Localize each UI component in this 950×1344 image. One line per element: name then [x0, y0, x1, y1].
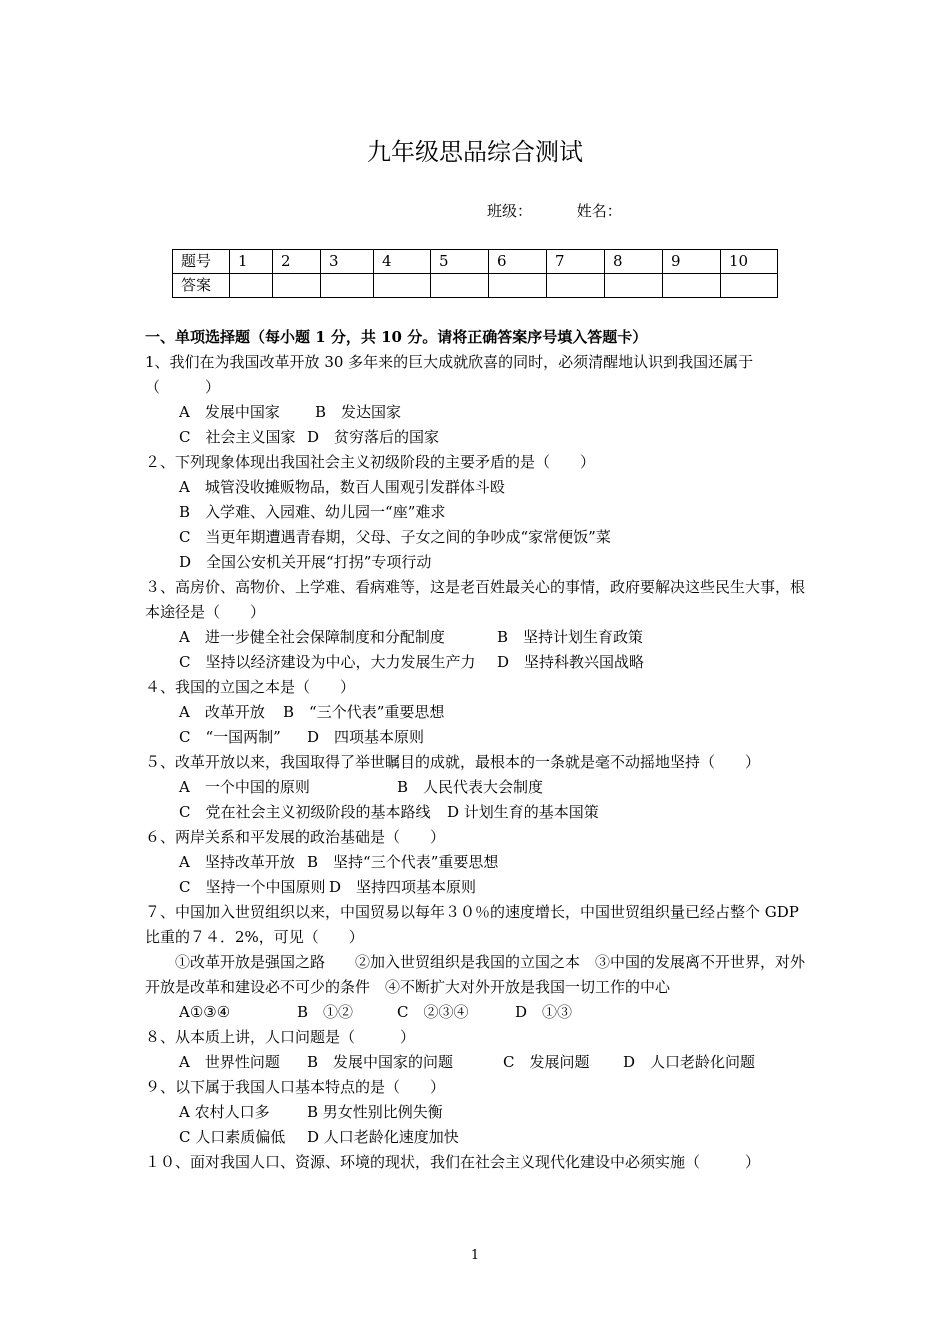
option-a: A 世界性问题 [179, 1053, 280, 1071]
option-d: D 计划生育的基本国策 [447, 803, 599, 821]
options-row [145, 425, 811, 450]
answer-cell[interactable] [547, 274, 605, 298]
row-label-number: 题号 [173, 250, 230, 274]
option-d: D 坚持四项基本原则 [329, 878, 477, 896]
answer-cell[interactable] [374, 274, 431, 298]
options-row [145, 400, 811, 425]
answer-cell[interactable] [663, 274, 721, 298]
section-heading: 一、单项选择题（每小题 1 分，共 10 分。请将正确答案序号填入答题卡） [145, 328, 648, 346]
options-row [145, 650, 811, 675]
option-b: B 发达国家 [315, 403, 402, 421]
option-c: C ②③④ [397, 1003, 469, 1021]
options-row [145, 850, 811, 875]
student-info [487, 200, 662, 221]
question-stem: ８、从本质上讲，人口问题是（ ） [145, 1028, 416, 1046]
answer-cell[interactable] [605, 274, 663, 298]
option-b: B 男女性别比例失衡 [307, 1103, 443, 1121]
options-row [145, 1125, 811, 1150]
option-b: B 坚持计划生育政策 [497, 628, 644, 646]
options-row [145, 725, 811, 750]
answer-cell[interactable] [273, 274, 321, 298]
question-number: 10 [721, 250, 778, 274]
option-c: C 坚持以经济建设为中心，大力发展生产力 [179, 653, 476, 671]
option-b: B 坚持“三个代表”重要思想 [307, 853, 499, 871]
question-stem: ７、中国加入世贸组织以来，中国贸易以每年３０％的速度增长，中国世贸组织量已经占整个 GDP 比重的７４．2%，可见（ ） [145, 903, 799, 946]
option-b: B 入学难、入园难、幼儿园一“座”难求 [179, 503, 446, 521]
question-number: 3 [321, 250, 374, 274]
answer-cell[interactable] [489, 274, 547, 298]
option-d: D 人口老龄化速度加快 [307, 1128, 459, 1146]
question-number: 1 [230, 250, 273, 274]
statement-list: ①改革开放是强国之路 ②加入世贸组织是我国的立国之本 ③中国的发展离不开世界，对外开放是改革和建设必不可少的条件 ④不断扩大对外开放是我国一切工作的中心 [145, 953, 806, 996]
option-d: D ①③ [515, 1003, 573, 1021]
option-b: B 发展中国家的问题 [307, 1053, 454, 1071]
option-d: D 人口老龄化问题 [623, 1053, 756, 1071]
question-body [145, 325, 811, 1175]
option-a: A 农村人口多 [179, 1103, 270, 1121]
option-c: C 当更年期遭遇青春期，父母、子女之间的争吵成“家常便饭”菜 [179, 528, 611, 546]
option-b: B “三个代表”重要思想 [283, 703, 445, 721]
question-number: 4 [374, 250, 431, 274]
page-title: 九年级思品综合测试 [367, 138, 583, 166]
option-d: D 坚持科教兴国战略 [497, 653, 645, 671]
question-stem: 1、我们在为我国改革开放 30 多年来的巨大成就欣喜的同时，必须清醒地认识到我国还属于（ ） [145, 353, 754, 396]
page-number: 1 [470, 1248, 480, 1263]
question-stem: ５、改革开放以来，我国取得了举世瞩目的成就，最根本的一条就是毫不动摇地坚持（ ） [145, 753, 761, 771]
answer-cell[interactable] [321, 274, 374, 298]
table-row [173, 274, 778, 298]
question-number: 8 [605, 250, 663, 274]
option-c: C 发展问题 [503, 1053, 590, 1071]
options-row [145, 1000, 811, 1025]
option-a: A 改革开放 [179, 703, 265, 721]
options-row [145, 700, 811, 725]
question-stem: ６、两岸关系和平发展的政治基础是（ ） [145, 828, 446, 846]
option-b: B ①② [297, 1003, 354, 1021]
option-a: A 城管没收摊贩物品，数百人围观引发群体斗殴 [179, 478, 505, 496]
options-row [145, 775, 811, 800]
options-row [145, 800, 811, 825]
question-stem: ４、我国的立国之本是（ ） [145, 678, 356, 696]
option-d: D 贫穷落后的国家 [307, 428, 440, 446]
option-a: A①③④ [179, 1003, 231, 1021]
option-a: A 一个中国的原则 [179, 778, 310, 796]
answer-cell[interactable] [230, 274, 273, 298]
question-number: 2 [273, 250, 321, 274]
question-number: 7 [547, 250, 605, 274]
class-label: 班级： [487, 202, 533, 220]
question-number: 6 [489, 250, 547, 274]
name-label: 姓名： [576, 202, 622, 220]
option-a: A 发展中国家 [179, 403, 280, 421]
options-row [145, 875, 811, 900]
options-row [145, 625, 811, 650]
option-d: D 四项基本原则 [307, 728, 425, 746]
question-stem: １０、面对我国人口、资源、环境的现状，我们在社会主义现代化建设中必须实施（ ） [145, 1153, 761, 1171]
question-stem: ３、高房价、高物价、上学难、看病难等，这是老百姓最关心的事情，政府要解决这些民生大事，根本途径是（ ） [145, 578, 806, 621]
option-d: D 全国公安机关开展“打拐”专项行动 [179, 553, 432, 571]
option-a: A 坚持改革开放 [179, 853, 295, 871]
option-c: C 坚持一个中国原则 [179, 878, 326, 896]
options-row [145, 1100, 811, 1125]
table-row [173, 250, 778, 274]
row-label-answer: 答案 [173, 274, 230, 298]
option-a: A 进一步健全社会保障制度和分配制度 [179, 628, 445, 646]
answer-cell[interactable] [431, 274, 489, 298]
option-c: C 社会主义国家 [179, 428, 296, 446]
question-number: 5 [431, 250, 489, 274]
question-stem: ９、以下属于我国人口基本特点的是（ ） [145, 1078, 446, 1096]
question-number: 9 [663, 250, 721, 274]
answer-cell[interactable] [721, 274, 778, 298]
options-row [145, 1050, 811, 1075]
option-c: C 人口素质偏低 [179, 1128, 286, 1146]
answer-table [172, 249, 778, 298]
option-c: C 党在社会主义初级阶段的基本路线 [179, 803, 431, 821]
question-stem: ２、下列现象体现出我国社会主义初级阶段的主要矛盾的是（ ） [145, 453, 596, 471]
option-c: C “一国两制” [179, 728, 281, 746]
option-b: B 人民代表大会制度 [397, 778, 544, 796]
